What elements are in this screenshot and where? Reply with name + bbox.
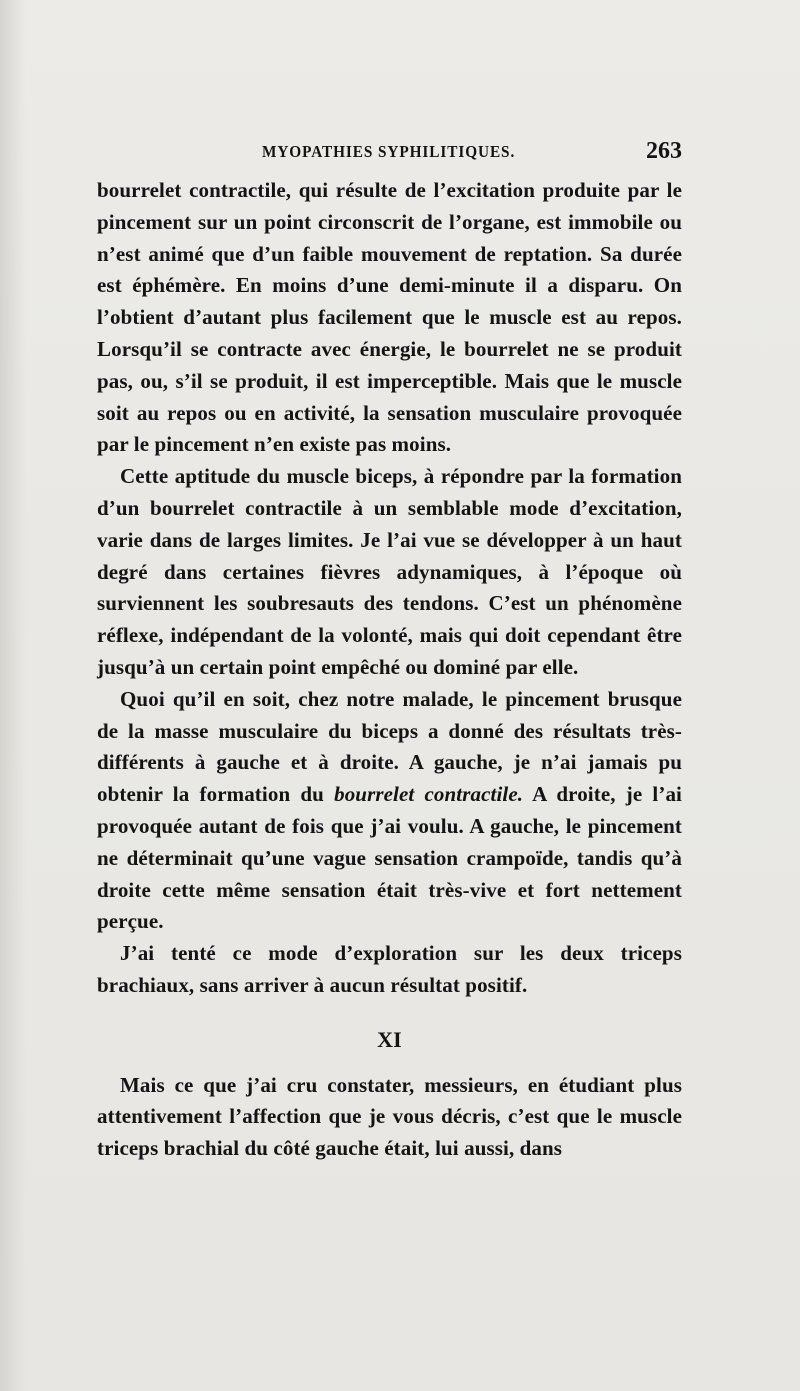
paragraph-continuation: bourrelet contractile, qui résulte de l’excitation produite par le pincement sur un point circonscrit de l’organe, est immobile ou n’est animé que d’un faible mouvement de reptation. Sa durée est éphémère. En moins d’une demi-minute il a disparu. On l’obtient d’autant plus facilement que le muscle est au repos. Lorsqu’il se contracte avec énergie, le bourrelet ne se produit pas, ou, s’il se produit, il est imperceptible. Mais que le muscle soit au repos ou en activité, la sensation musculaire provoquée par le pincement n’en existe pas moins. [97, 178, 682, 457]
emphasis-bourrelet: bourrelet contractile. [334, 782, 524, 807]
body-text [97, 175, 682, 1165]
running-title: MYOPATHIES SYPHILITIQUES. [262, 142, 516, 161]
paragraph-results [97, 684, 682, 938]
paragraph-biceps-aptitude: Cette aptitude du muscle biceps, à répondre par la formation d’un bourrelet contractile à un semblable mode d’excitation, varie dans de larges limites. Je l’ai vue se développer à un haut degré dans certaines fièvres adynamiques, à l’époque où surviennent les soubresauts des tendons. C’est un phénomène réflexe, indépendant de la volonté, mais qui doit cependant être jusqu’à un certain point empêché ou dominé par elle. [97, 464, 682, 679]
paragraph-results-part2: A droite, je l’ai provoquée autant de fois que j’ai voulu. A gauche, le pincement ne déterminait qu’une vague sensation crampoïde, tandis qu’à droite cette même sensation était très-vive et fort nettement perçue. [97, 782, 682, 934]
paragraph-results-part1: Quoi qu’il en soit, chez notre malade, le pincement brusque de la masse musculaire du biceps a donné des résultats très-différents à gauche et à droite. A gauche, je n’ai jamais pu obtenir la formation du [97, 686, 682, 807]
page-gutter-shadow [0, 0, 26, 1391]
paragraph-triceps: J’ai tenté ce mode d’exploration sur les deux triceps brachiaux, sans arriver à aucun résultat positif. [97, 941, 682, 997]
section-heading: XI [377, 1026, 402, 1052]
page-header [97, 138, 682, 168]
page-number: 263 [646, 138, 682, 164]
paragraph-section-xi: Mais ce que j’ai cru constater, messieurs, en étudiant plus attentivement l’affection que je vous décris, c’est que le muscle triceps brachial du côté gauche était, lui aussi, dans [97, 1072, 682, 1161]
